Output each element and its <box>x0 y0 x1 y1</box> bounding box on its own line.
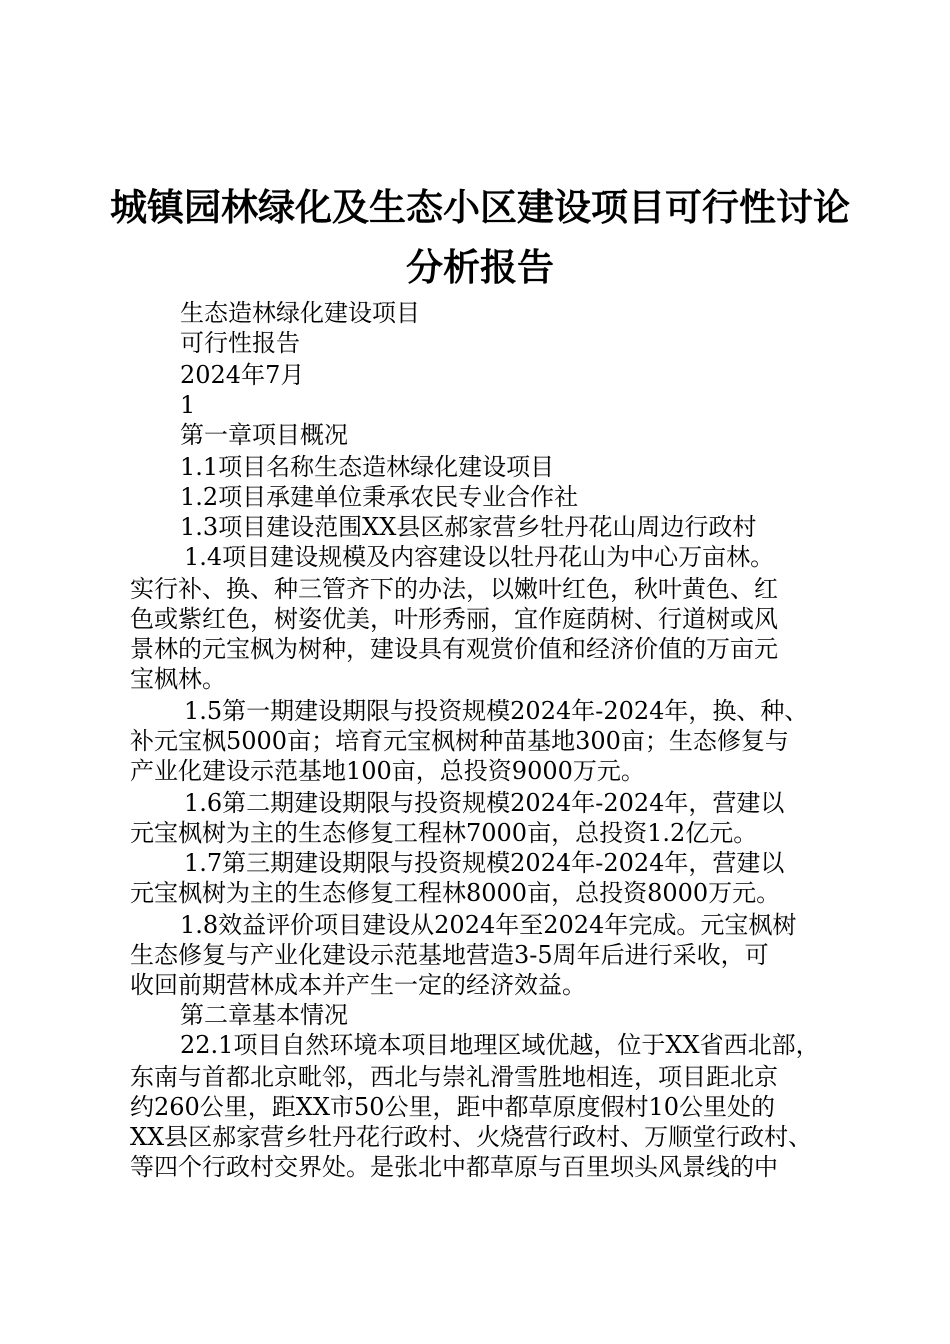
paragraph-line: 色或紫红色，树姿优美，叶形秀丽，宜作庭荫树、行道树或风 <box>130 605 778 633</box>
document-title-line-1: 城镇园林绿化及生态小区建设项目可行性讨论 <box>110 186 850 229</box>
paragraph-line: 1.7第三期建设期限与投资规模2024年-2024年，营建以 <box>184 849 785 877</box>
cover-project-name: 生态造林绿化建设项目 <box>180 299 420 327</box>
cover-date: 2024年7月 <box>180 361 305 389</box>
paragraph-line: XX县区郝家营乡牡丹花行政村、火烧营行政村、万顺堂行政村、 <box>130 1123 813 1151</box>
paragraph-line: 补元宝枫5000亩；培育元宝枫树种苗基地300亩；生态修复与 <box>130 727 789 755</box>
paragraph-line: 收回前期营林成本并产生一定的经济效益。 <box>130 971 586 999</box>
paragraph-line: 实行补、换、种三管齐下的办法，以嫩叶红色，秋叶黄色、红 <box>130 575 778 603</box>
paragraph-line: 1.2项目承建单位秉承农民专业合作社 <box>180 483 579 511</box>
paragraph-line: 景林的元宝枫为树种，建设具有观赏价值和经济价值的万亩元 <box>130 635 778 663</box>
document-title-line-2: 分析报告 <box>406 246 554 289</box>
paragraph-line: 产业化建设示范基地100亩，总投资9000万元。 <box>130 757 645 785</box>
paragraph-line: 东南与首都北京毗邻，西北与崇礼滑雪胜地相连，项目距北京 <box>130 1063 778 1091</box>
chapter-heading-2: 第二章基本情况 <box>180 1001 348 1029</box>
paragraph-line: 元宝枫树为主的生态修复工程林8000亩，总投资8000万元。 <box>130 879 781 907</box>
paragraph-line: 1.5第一期建设期限与投资规模2024年-2024年，换、种、 <box>184 697 809 725</box>
paragraph-line: 1.1项目名称生态造林绿化建设项目 <box>180 453 555 481</box>
paragraph-line: 1.6第二期建设期限与投资规模2024年-2024年，营建以 <box>184 789 785 817</box>
paragraph-line: 宝枫林。 <box>130 665 226 693</box>
paragraph-line: 1.8效益评价项目建设从2024年至2024年完成。元宝枫树 <box>180 911 797 939</box>
chapter-heading-1: 第一章项目概况 <box>180 421 348 449</box>
paragraph-line: 生态修复与产业化建设示范基地营造3-5周年后进行采收，可 <box>130 941 769 969</box>
page-number: 1 <box>180 391 196 419</box>
paragraph-line: 1.3项目建设范围XX县区郝家营乡牡丹花山周边行政村 <box>180 513 757 541</box>
cover-report-type: 可行性报告 <box>180 329 300 357</box>
paragraph-line: 等四个行政村交界处。是张北中都草原与百里坝头风景线的中 <box>130 1153 778 1181</box>
paragraph-line: 元宝枫树为主的生态修复工程林7000亩，总投资1.2亿元。 <box>130 819 758 847</box>
paragraph-line: 22.1项目自然环境本项目地理区域优越，位于XX省西北部， <box>180 1031 820 1059</box>
paragraph-line: 约260公里，距XX市50公里，距中都草原度假村10公里处的 <box>130 1093 776 1121</box>
paragraph-line: 1.4项目建设规模及内容建设以牡丹花山为中心万亩林。 <box>184 543 775 571</box>
